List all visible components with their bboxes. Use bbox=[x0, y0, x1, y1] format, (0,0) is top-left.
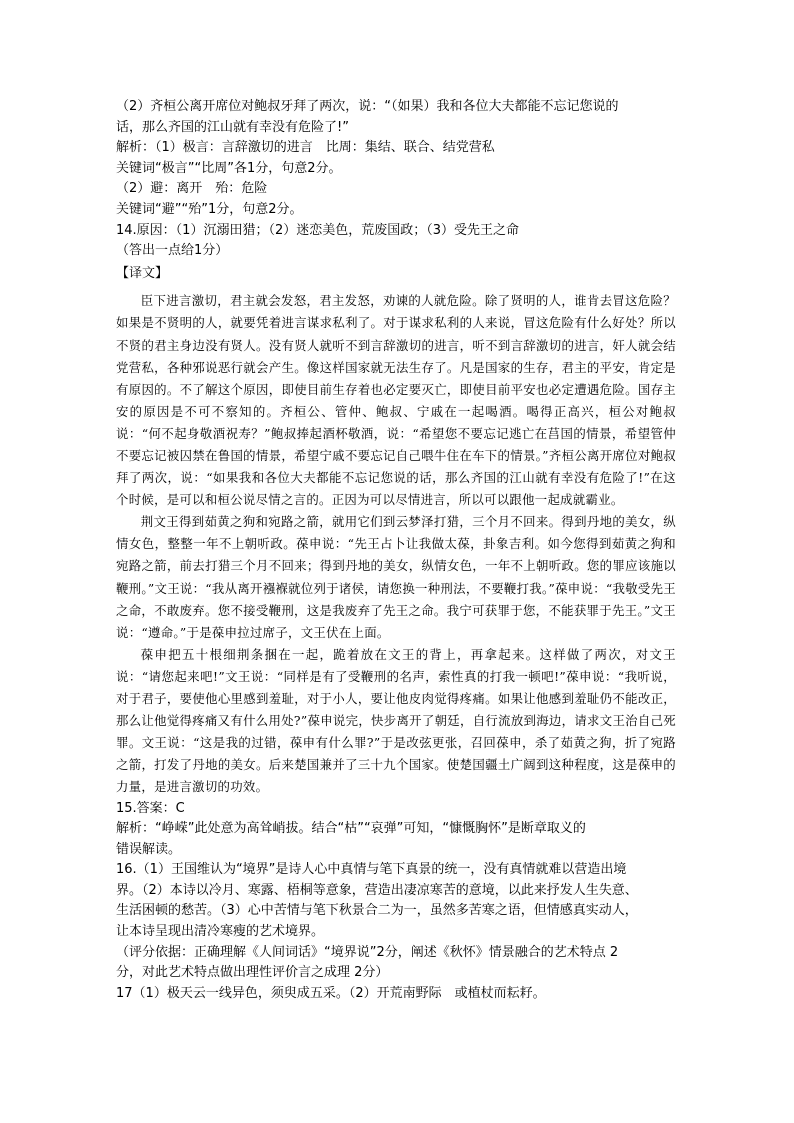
text-line: 关键词“极言”“比周”各1分，句意2分。 bbox=[116, 160, 342, 176]
translation-paragraph: 臣下进言激切，君主就会发怒，君主发怒，劝谏的人就危险。除了贤明的人，谁肯去冒这危险？如果是不贤明的人，就要凭着进言谋求私利了。对于谋求私利的人来说，冒这危险有什么好处？所以不贤的君主身边没有贤人。没有贤人就听不到言辞激切的进言，听不到言辞激切的进言，奸人就会结党营私，各种邪说恶行就会产生。像这样国家就无法生存了。凡是国家的生存，君主的平安，肯定是有原因的。不了解这个原因，即使目前生存着也必定要灭亡，即使目前平安也必定遭遇危险。国存主安的原因是不可不察知的。齐桓公、管仲、鲍叔、宁戚在一起喝酒。喝得正高兴，桓公对鲍叔说：“何不起身敬酒祝寿？”鲍叔捧起酒杯敬酒，说：“希望您不要忘记逃亡在莒国的情景，希望管仲不要忘记被囚禁在鲁国的情景，希望宁戚不要忘记自己喂牛住在车下的情景。”齐桓公离开席位对鲍叔拜了两次，说：“如果我和各位大夫都能不忘记您说的话，那么齐国的江山就有幸没有危险了!”在这个时候，是可以和桓公说尽情之言的。正因为可以尽情进言，所以可以跟他一起成就霸业。 bbox=[116, 293, 676, 508]
translation-paragraph: 荆文王得到茹黄之狗和宛路之箭，就用它们到云梦泽打猎，三个月不回来。得到丹地的美女，纵情女色，整整一年不上朝听政。葆申说：“先王占卜让我做太葆，卦象吉利。如今您得到茹黄之狗和宛路之箭，前去打猎三个月不回来；得到丹地的美女，纵情女色，一年不上朝听政。您的罪应该施以鞭刑。”文王说：“我从离开襁褓就位列于诸侯，请您换一种刑法，不要鞭打我。”葆申说：“我敬受先王之命，不敢废弃。您不接受鞭刑，这是我废弃了先王之命。我宁可获罪于您，不能获罪于先王。”文王说：“遵命。”于是葆申拉过席子，文王伏在上面。 bbox=[116, 514, 676, 640]
text-line: 解析：（1）极言：言辞激切的进言 比周：集结、联合、结党营私 bbox=[116, 140, 495, 156]
translation-body bbox=[116, 290, 676, 798]
text-line: 分，对此艺术特点做出理性评价言之成理 2分） bbox=[116, 965, 389, 981]
translation-heading: 【译文】 bbox=[116, 265, 169, 281]
text-line: 话，那么齐国的江山就有幸没有危险了!” bbox=[116, 119, 349, 135]
text-line: （答出一点给1分） bbox=[116, 243, 229, 259]
text-line: 16.（1）王国维认为“境界”是诗人心中真情与笔下真景的统一，没有真情就难以营造出境 bbox=[116, 862, 627, 878]
text-line: 解析：“峥嵘”此处意为高耸峭拔。结合“枯”“哀弹”可知，“慷慨胸怀”是断章取义的 bbox=[116, 821, 586, 837]
text-line: 错误解读。 bbox=[116, 841, 182, 857]
text-line: （评分依据：正确理解《人间词话》“境界说”2分，阐述《秋怀》情景融合的艺术特点 2 bbox=[116, 944, 619, 960]
document-page bbox=[116, 97, 676, 1004]
text-line: （2）避：离开 殆：危险 bbox=[116, 181, 268, 197]
text-line: 界。（2）本诗以冷月、寒露、梧桐等意象，营造出凄凉寒苦的意境，以此来抒发人生失意、 bbox=[116, 882, 638, 898]
text-line: 15.答案：C bbox=[116, 800, 185, 816]
text-line: 让本诗呈现出清冷寒瘦的艺术境界。 bbox=[116, 924, 325, 940]
answer-section-top bbox=[116, 97, 676, 262]
text-line: （2）齐桓公离开席位对鲍叔牙拜了两次，说：“（如果）我和各位大夫都能不忘记您说的 bbox=[116, 99, 619, 114]
text-line: 14.原因：（1）沉溺田猎；（2）迷恋美色，荒废国政；（3）受先王之命 bbox=[116, 222, 519, 238]
answer-section-bottom bbox=[116, 799, 676, 1005]
text-line: 17（1）极天云一线异色，须臾成五采。（2）开荒南野际 或植杖而耘耔。 bbox=[116, 985, 546, 1001]
text-line: 关键词“避”“殆”1分，句意2分。 bbox=[116, 201, 303, 217]
text-line: 生活困顿的愁苦。（3）心中苦情与笔下秋景合二为一，虽然多苦寒之语，但情感真实动人， bbox=[116, 903, 638, 919]
translation-paragraph: 葆申把五十根细荆条捆在一起，跪着放在文王的背上，再拿起来。这样做了两次，对文王说：“请您起来吧!”文王说：“同样是有了受鞭刑的名声，索性真的打我一顿吧!”葆申说：“我听说，对于君子，要使他心里感到羞耻，对于小人，要让他皮肉觉得疼痛。如果让他感到羞耻仍不能改正，那么让他觉得疼痛又有什么用处?”葆申说完，快步离开了朝廷，自行流放到海边，请求文王治自己死罪。文王说：“这是我的过错，葆申有什么罪?”于是改弦更张，召回葆申，杀了茹黄之狗，折了宛路之箭，打发了丹地的美女。后来楚国兼并了三十九个国家。使楚国疆土广阔到这种程度，这是葆申的力量，是进言激切的功效。 bbox=[116, 646, 676, 795]
